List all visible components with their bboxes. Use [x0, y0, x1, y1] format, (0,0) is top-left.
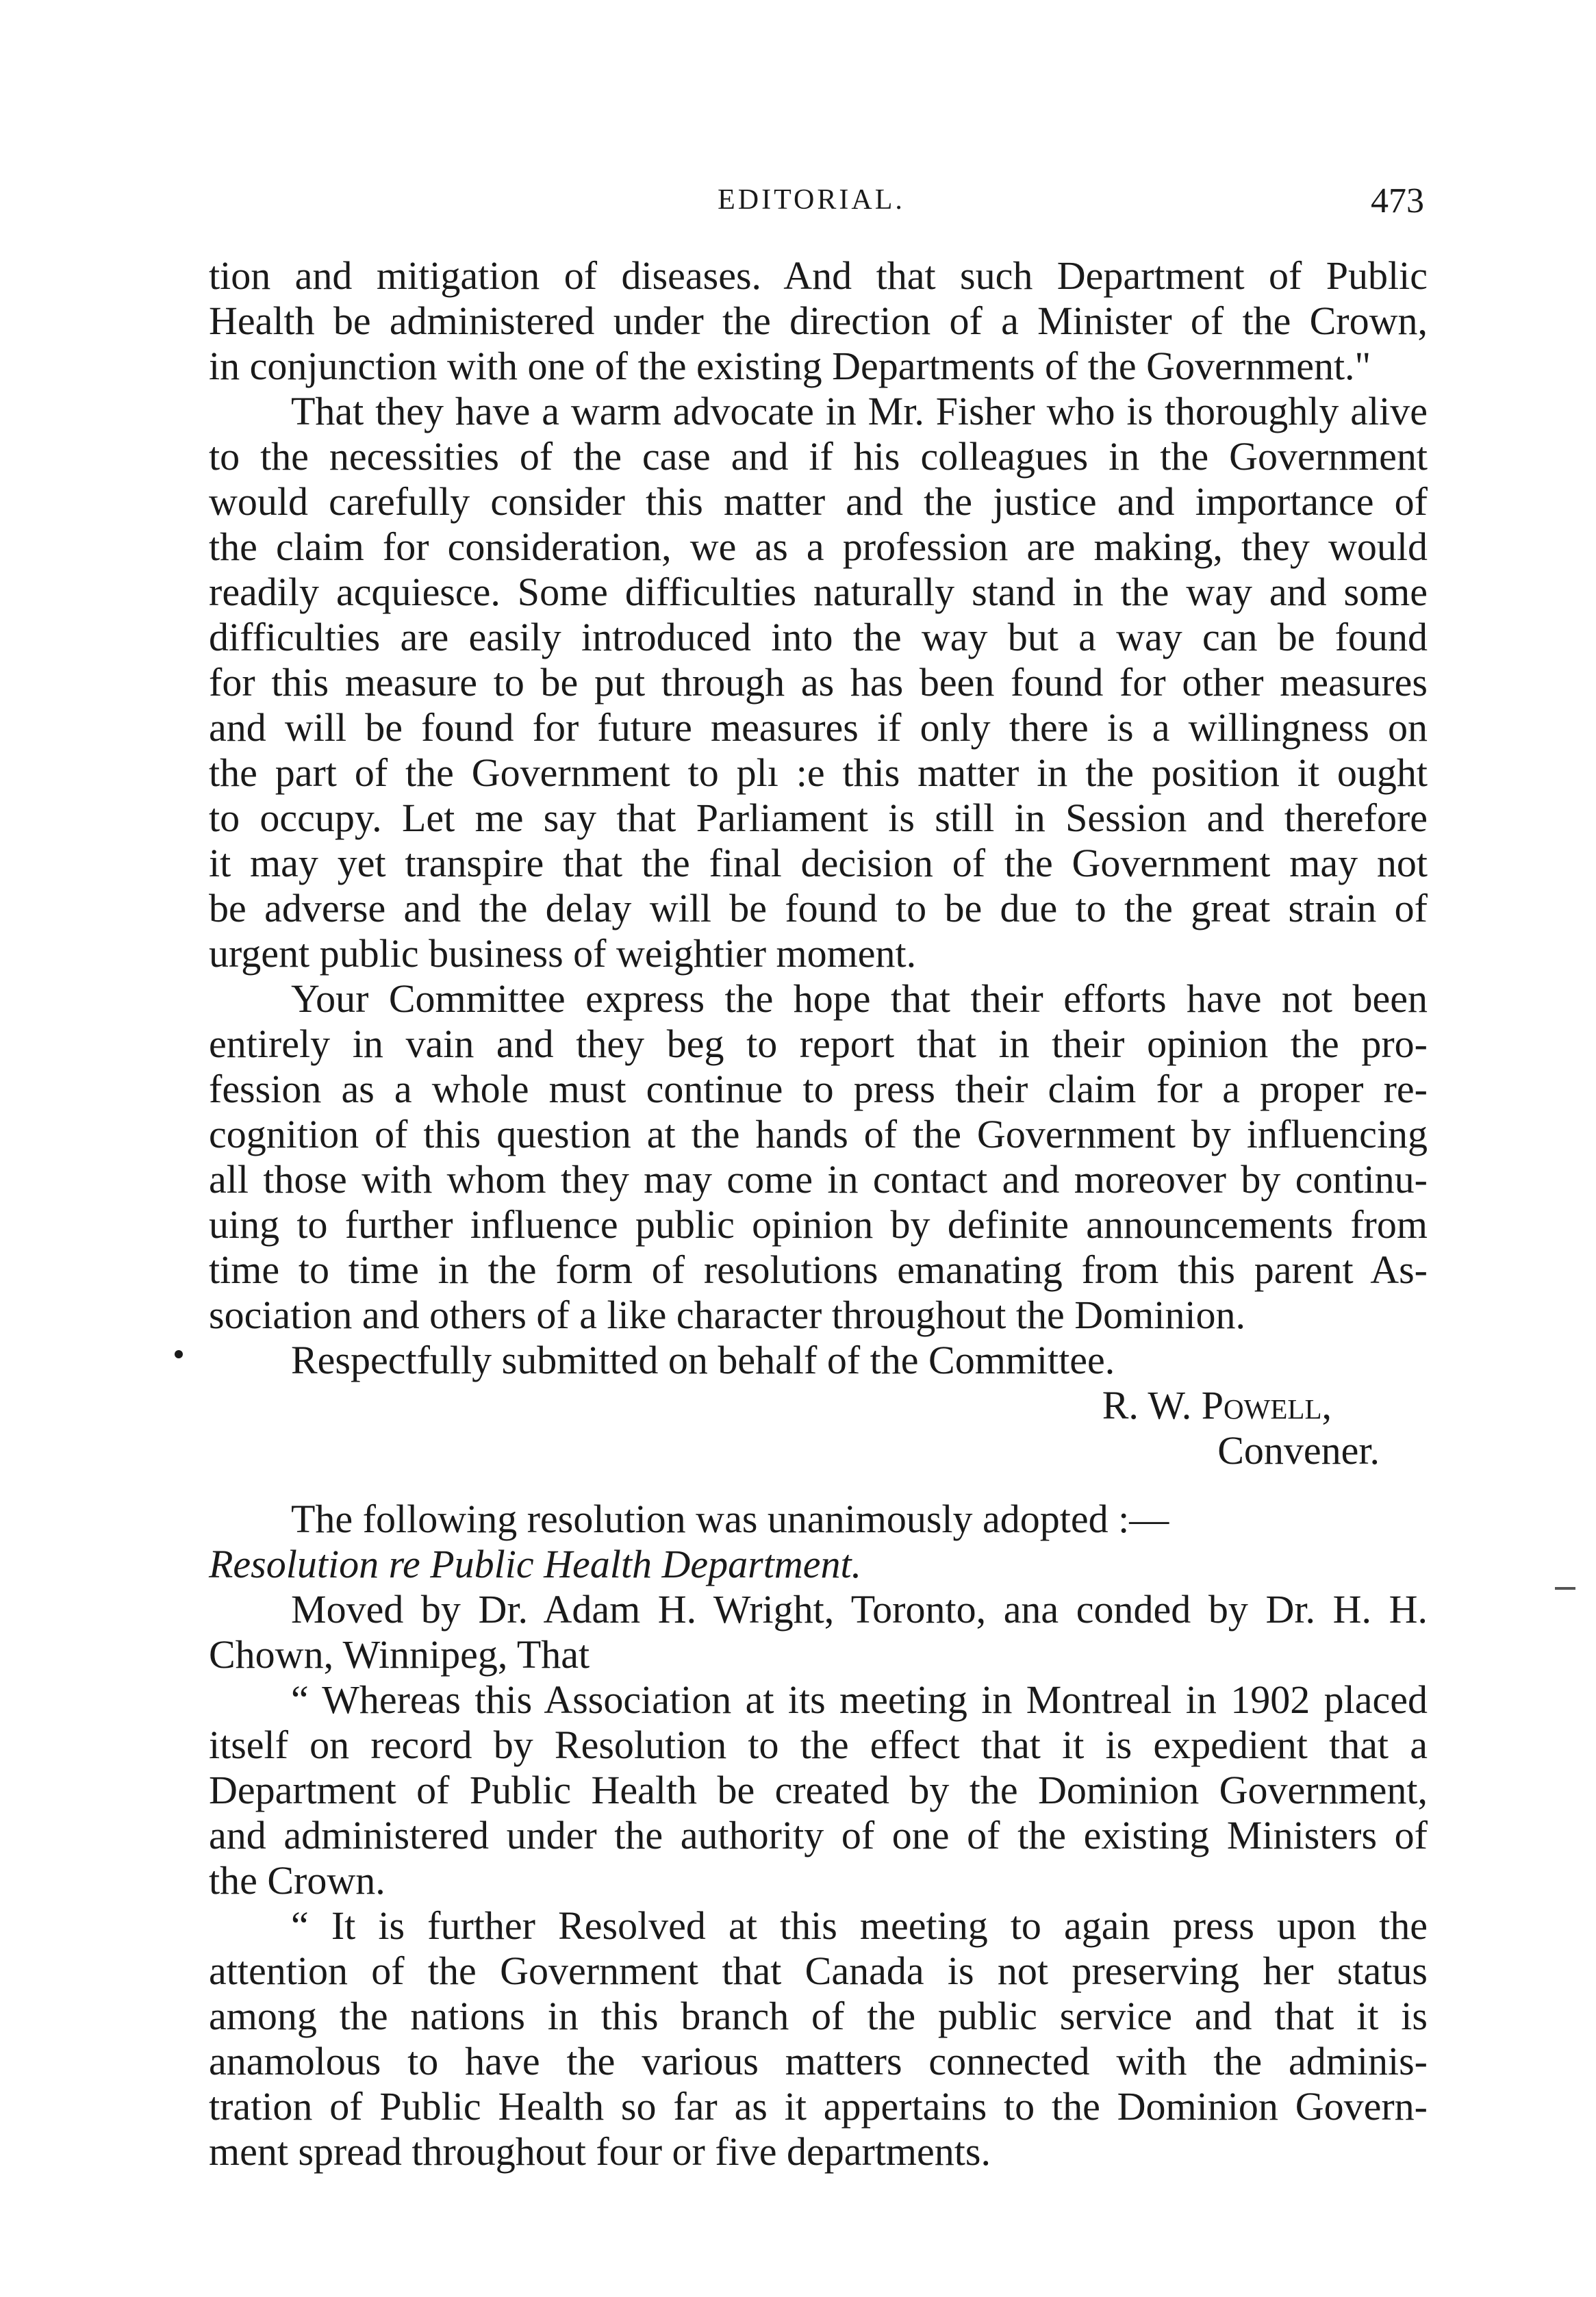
text-line: tration of Public Health so far as it appertains to the Dominion Govern- — [209, 2084, 1428, 2129]
signature-title: Convener. — [1217, 1428, 1380, 1473]
text-line: among the nations in this branch of the public service and that it is — [209, 1994, 1428, 2038]
text-line: to the necessities of the case and if his colleagues in the Government — [209, 434, 1428, 479]
text-line: Respectfully submitted on behalf of the Committee. — [291, 1338, 1115, 1382]
text-line: in conjunction with one of the existing Departments of the Government." — [209, 344, 1371, 388]
running-head-title: EDITORIAL. — [718, 184, 905, 216]
text-line: all those with whom they may come in contact and moreover by continu- — [209, 1157, 1428, 1202]
text-line: That they have a warm advocate in Mr. Fisher who is thoroughly alive — [291, 389, 1428, 433]
margin-ink-dash — [1555, 1587, 1575, 1590]
text-line: ment spread throughout four or five departments. — [209, 2129, 991, 2174]
text-line: and administered under the authority of one of the existing Ministers of — [209, 1813, 1428, 1857]
text-line: cognition of this question at the hands of the Government by influencing — [209, 1112, 1428, 1156]
text-line: difficulties are easily introduced into the way but a way can be found — [209, 615, 1428, 659]
text-line: uing to further influence public opinion by definite announcements from — [209, 1202, 1428, 1247]
text-line: Department of Public Health be created by the Dominion Government, — [209, 1768, 1428, 1812]
text-line: fession as a whole must continue to press their claim for a proper re- — [209, 1067, 1428, 1111]
text-line: Health be administered under the direction of a Minister of the Crown, — [209, 299, 1428, 343]
text-line: entirely in vain and they beg to report that in their opinion the pro- — [209, 1021, 1428, 1066]
text-line: itself on record by Resolution to the effect that it is expedient that a — [209, 1723, 1428, 1767]
text-line: to occupy. Let me say that Parliament is still in Session and therefore — [209, 796, 1428, 840]
text-line: be adverse and the delay will be found to be due to the great strain of — [209, 886, 1428, 930]
text-line: and will be found for future measures if only there is a willingness on — [209, 705, 1428, 750]
resolution-heading: Resolution re Public Health Department. — [209, 1542, 862, 1586]
text-line: it may yet transpire that the final decision of the Government may not — [209, 841, 1428, 885]
margin-ink-dot — [175, 1350, 183, 1358]
text-line: “ Whereas this Association at its meeting in Montreal in 1902 placed — [291, 1677, 1428, 1722]
text-line: time to time in the form of resolutions emanating from this parent As- — [209, 1247, 1428, 1292]
signature-name: R. W. Powell, — [1102, 1383, 1332, 1427]
text-line: Chown, Winnipeg, That — [209, 1632, 590, 1677]
page-number: 473 — [1371, 181, 1424, 220]
text-line: “ It is further Resolved at this meeting to again press upon the — [291, 1903, 1428, 1948]
text-line: the part of the Government to plı :e this matter in the position it ought — [209, 750, 1428, 795]
text-line: attention of the Government that Canada is not preserving her status — [209, 1949, 1428, 1993]
text-line: anamolous to have the various matters connected with the adminis- — [209, 2039, 1428, 2083]
text-line: urgent public business of weightier moment. — [209, 931, 917, 976]
text-line: readily acquiesce. Some difficulties naturally stand in the way and some — [209, 570, 1428, 614]
spacer — [209, 1473, 1428, 1497]
text-line: The following resolution was unanimously adopted :— — [291, 1497, 1169, 1541]
text-line: would carefully consider this matter and the justice and importance of — [209, 479, 1428, 524]
body-text — [209, 253, 1428, 2174]
text-line: sociation and others of a like character throughout the Dominion. — [209, 1293, 1246, 1337]
text-line: the claim for consideration, we as a profession are making, they would — [209, 524, 1428, 569]
text-line: Moved by Dr. Adam H. Wright, Toronto, ana conded by Dr. H. H. — [291, 1587, 1428, 1632]
text-line: the Crown. — [209, 1858, 385, 1903]
text-line: tion and mitigation of diseases. And that such Department of Public — [209, 253, 1428, 298]
text-line: Your Committee express the hope that their efforts have not been — [291, 976, 1428, 1021]
running-head — [199, 183, 1424, 225]
text-line: for this measure to be put through as has been found for other measures — [209, 660, 1428, 705]
